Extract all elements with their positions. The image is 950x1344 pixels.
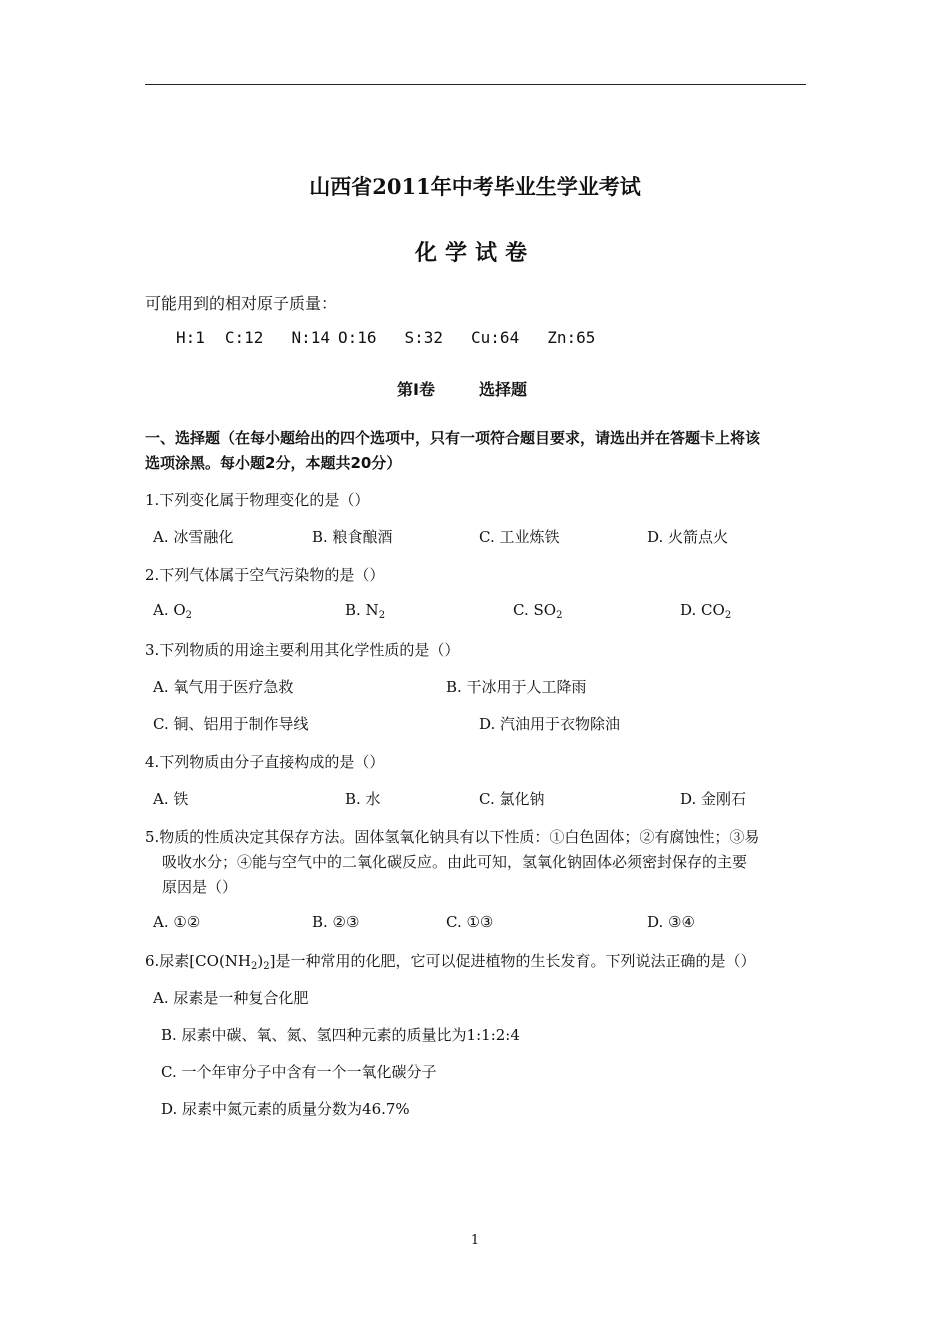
section-instructions-line1: 一、选择题（在每小题给出的四个选项中，只有一项符合题目要求，请选出并在答题卡上将该 (145, 429, 761, 447)
question-1-stem: 1.下列变化属于物理变化的是（） (145, 491, 370, 509)
section-instructions-line2: 选项涂黑。每小题2分，本题共20分） (145, 454, 402, 472)
q4-option-d: D. 金刚石 (680, 790, 747, 808)
atomic-mass-label: 可能用到的相对原子质量： (145, 294, 338, 313)
q6-stem-part2: ) (257, 952, 264, 970)
q1-option-d: D. 火箭点火 (647, 528, 729, 546)
q6-option-c: C. 一个年审分子中含有一个一氧化碳分子 (161, 1063, 437, 1081)
q6-stem-sub1: 2 (251, 961, 258, 972)
atomic-mass-n: N:14 (291, 328, 330, 347)
q5-option-b: B. ②③ (312, 913, 360, 931)
part-label: 第Ⅰ卷 (397, 380, 435, 399)
exam-title: 山西省2011年中考毕业生学业考试 (309, 174, 641, 199)
q2-option-a-sub: 2 (185, 610, 193, 621)
page-number: 1 (470, 1233, 480, 1248)
atomic-mass-zn: Zn:65 (547, 328, 596, 347)
q1-option-b: B. 粮食酿酒 (312, 528, 393, 546)
atomic-mass-c: C:12 (224, 328, 264, 347)
question-3-stem: 3.下列物质的用途主要利用其化学性质的是（） (145, 641, 460, 659)
q6-stem-part3: ]是一种常用的化肥，它可以促进植物的生长发育。下列说法正确的是（） (269, 952, 756, 970)
q3-option-c: C. 铜、铝用于制作导线 (153, 715, 309, 733)
q3-option-b: B. 干冰用于人工降雨 (446, 678, 587, 696)
q2-option-c (513, 601, 562, 619)
question-5-stem-line3: 原因是（） (162, 878, 238, 896)
question-2-stem: 2.下列气体属于空气污染物的是（） (145, 566, 385, 584)
header-rule (145, 84, 806, 85)
q4-option-c: C. 氯化钠 (479, 790, 545, 808)
q6-option-d: D. 尿素中氮元素的质量分数为46.7% (161, 1100, 410, 1118)
q6-option-b: B. 尿素中碳、氧、氮、氢四种元素的质量比为1:1:2:4 (161, 1026, 520, 1044)
exam-subtitle: 化学试卷 (414, 240, 535, 266)
q2-option-c-text: C. SO (513, 601, 557, 619)
atomic-mass-s: S:32 (404, 328, 444, 347)
q6-option-a: A. 尿素是一种复合化肥 (153, 989, 309, 1007)
question-4-stem: 4.下列物质由分子直接构成的是（） (145, 753, 385, 771)
atomic-mass-o: O:16 (337, 328, 377, 347)
q2-option-d (680, 601, 731, 619)
part-heading (397, 377, 527, 400)
part-name: 选择题 (478, 380, 527, 399)
q4-option-a: A. 铁 (153, 790, 189, 808)
q2-option-c-sub: 2 (556, 610, 563, 621)
q2-option-a-text: A. O (153, 601, 186, 619)
q2-option-a (153, 601, 192, 619)
q2-option-b (345, 601, 385, 619)
q6-stem-part1: 6.尿素[CO(NH (145, 952, 251, 970)
q5-option-c: C. ①③ (446, 913, 494, 931)
q6-stem-sub2: 2 (263, 961, 270, 972)
q2-option-d-sub: 2 (724, 610, 732, 621)
question-5-stem-line1: 5.物质的性质决定其保存方法。固体氢氧化钠具有以下性质：①白色固体；②有腐蚀性；③易 (145, 828, 760, 846)
q3-option-d: D. 汽油用于衣物除油 (479, 715, 621, 733)
question-6-stem (145, 950, 755, 971)
atomic-mass-list (176, 328, 595, 347)
q4-option-b: B. 水 (345, 790, 381, 808)
q2-option-d-text: D. CO (680, 601, 725, 619)
atomic-mass-h: H:1 (176, 328, 205, 347)
question-5-stem-line2: 吸收水分；④能与空气中的二氧化碳反应。由此可知，氢氧化钠固体必须密封保存的主要 (162, 853, 748, 871)
q5-option-d: D. ③④ (647, 913, 695, 931)
atomic-mass-cu: Cu:64 (471, 328, 520, 347)
q2-option-b-text: B. N (345, 601, 379, 619)
q1-option-c: C. 工业炼铁 (479, 528, 560, 546)
q2-option-b-sub: 2 (378, 610, 386, 621)
q3-option-a: A. 氧气用于医疗急救 (153, 678, 294, 696)
q1-option-a: A. 冰雪融化 (153, 528, 234, 546)
q5-option-a: A. ①② (153, 913, 201, 931)
